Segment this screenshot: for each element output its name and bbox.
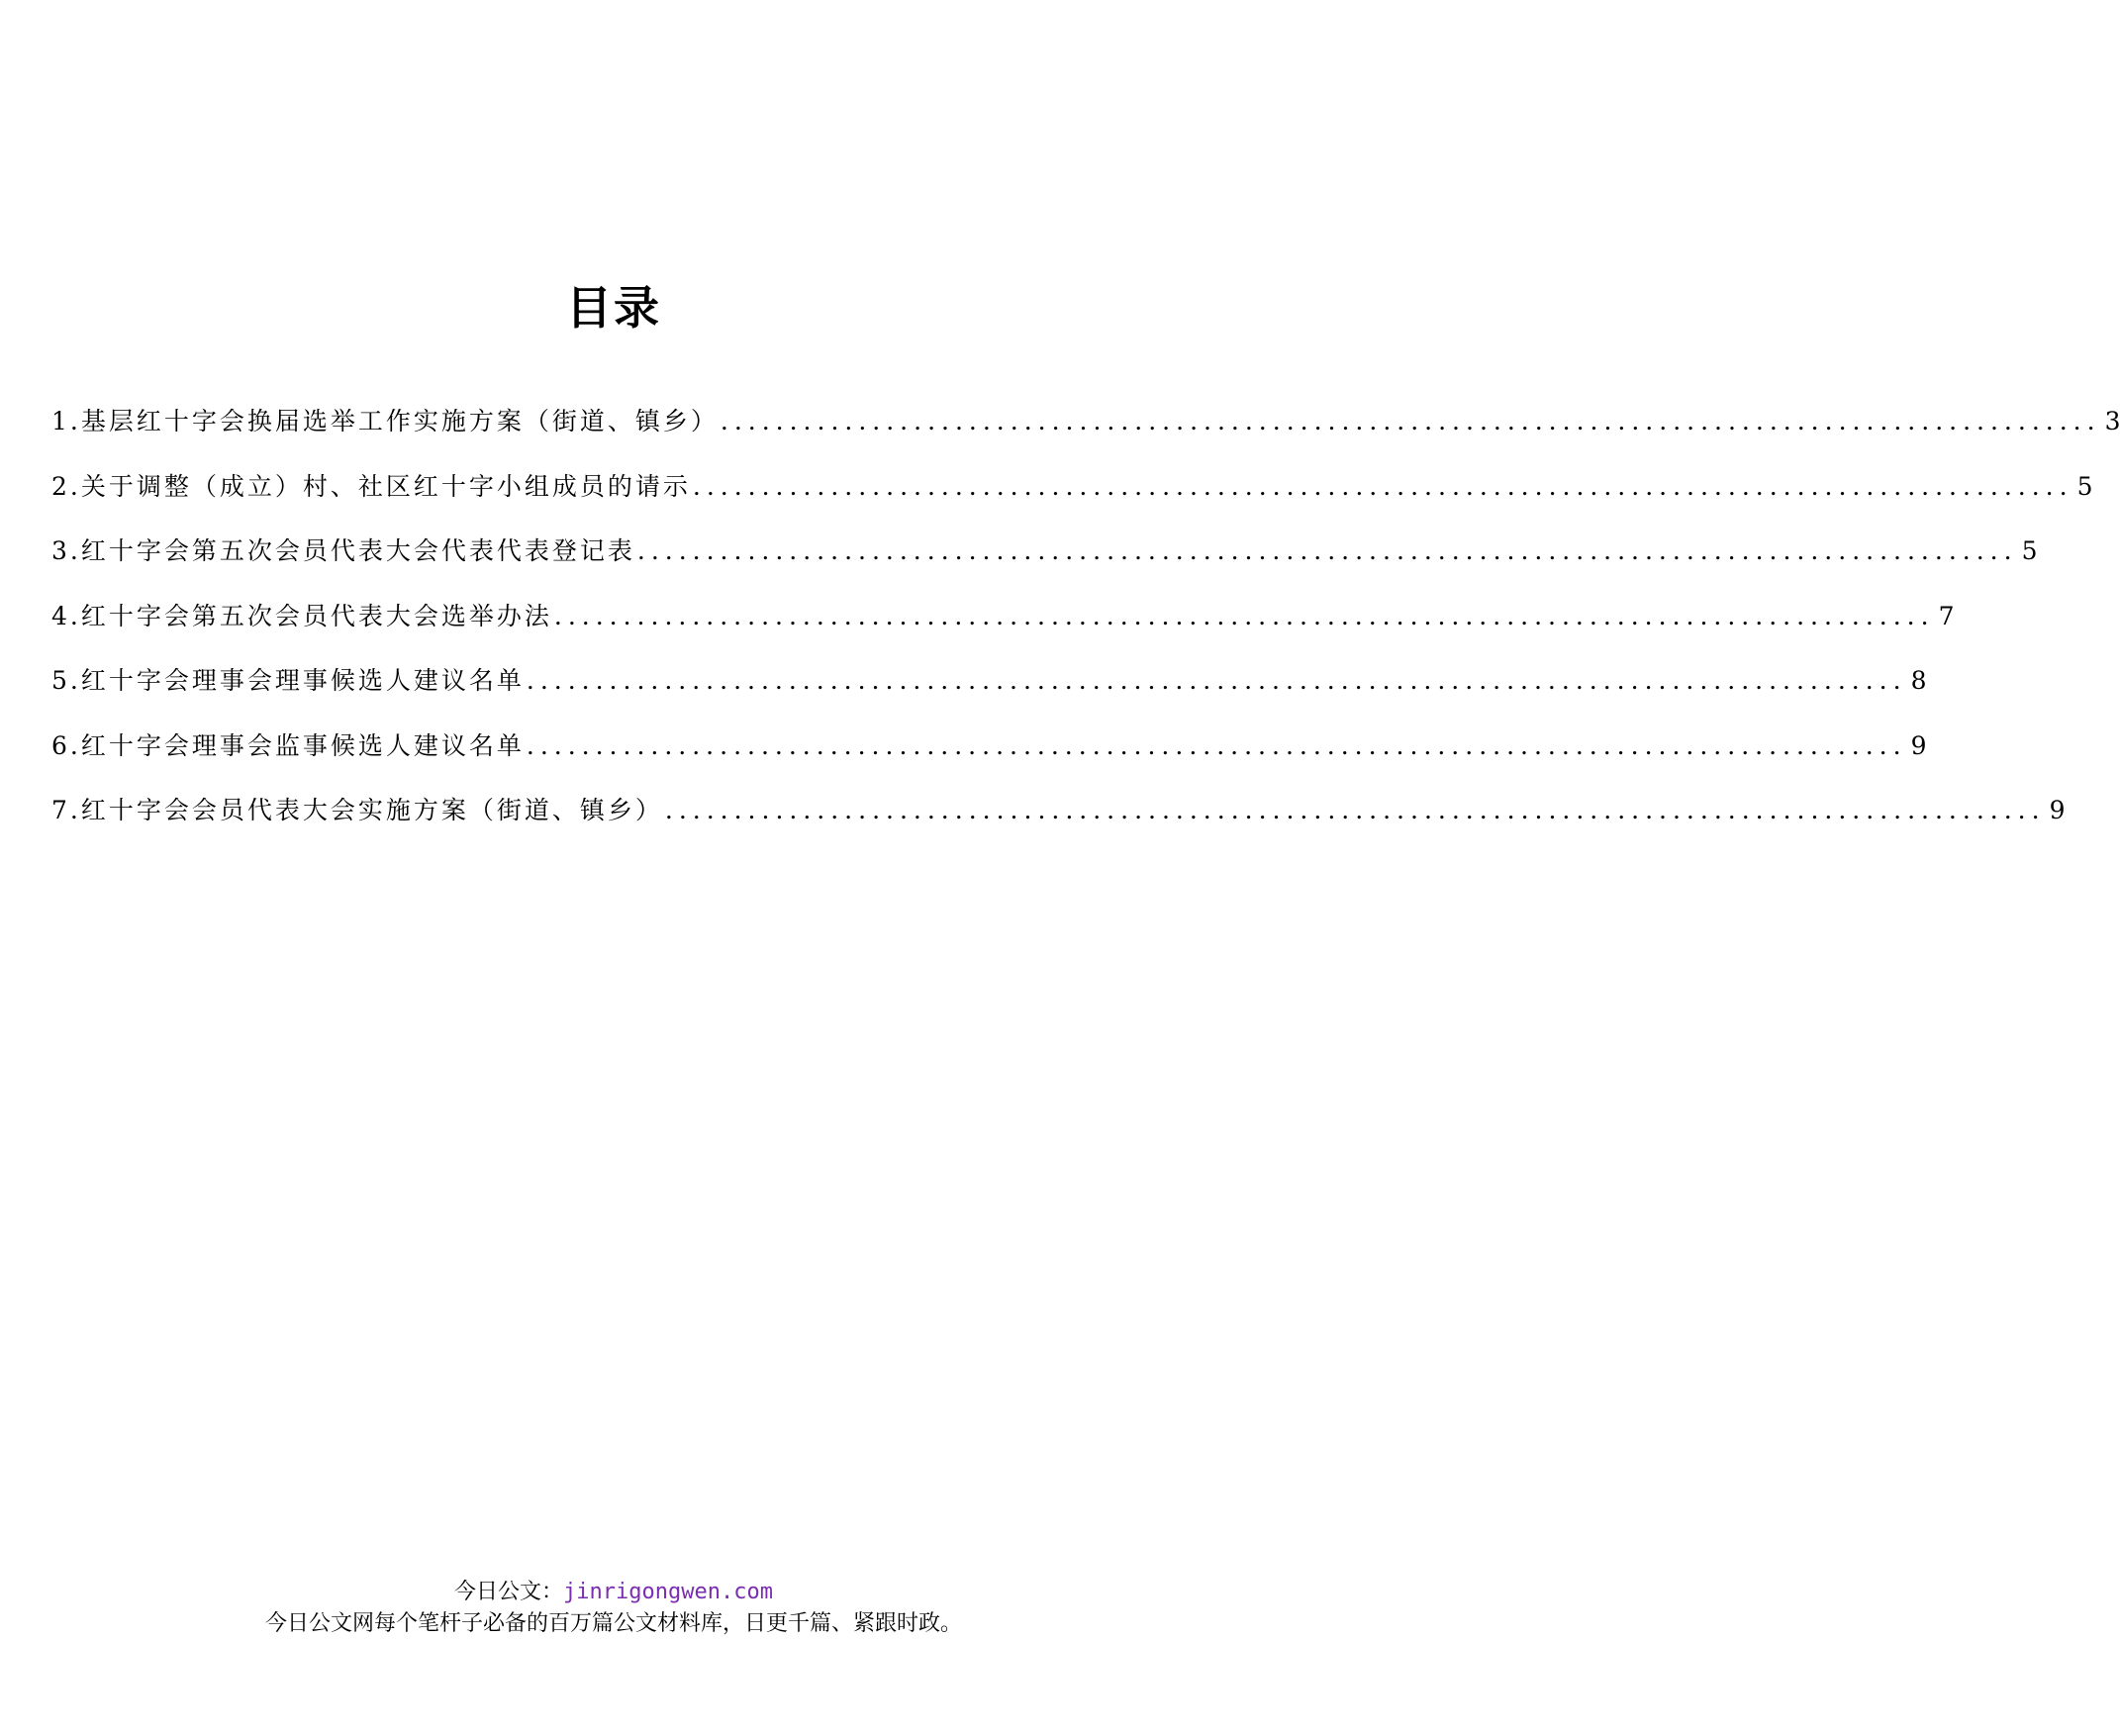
- toc-dot-leader: ....................................................................................................: [692, 471, 2073, 501]
- table-of-contents: [51, 402, 2120, 856]
- page-title: 目录: [566, 281, 661, 335]
- toc-entry-4[interactable]: [51, 597, 1955, 662]
- toc-entry-page: 9: [2049, 796, 2066, 824]
- toc-entry-page: 5: [2076, 471, 2093, 501]
- toc-entry-page: 3: [2104, 407, 2120, 435]
- toc-dot-leader: ....................................................................................................: [526, 730, 1907, 760]
- footer-slogan: 今日公文网每个笔杆子必备的百万篇公文材料库，日更千篇、紧跟时政。: [264, 1611, 962, 1636]
- toc-entry-page: 9: [1910, 730, 1927, 760]
- toc-entry-page: 8: [1910, 666, 1927, 695]
- toc-entry-title: 红十字会第五次会员代表大会选举办法: [80, 601, 552, 630]
- toc-dot-leader: ....................................................................................................: [664, 796, 2046, 824]
- toc-entry-6[interactable]: [51, 726, 1927, 792]
- toc-entry-title: 红十字会理事会监事候选人建议名单: [80, 730, 525, 760]
- toc-entry-1[interactable]: [51, 402, 2120, 467]
- toc-entry-title: 红十字会会员代表大会实施方案（街道、镇乡）: [80, 796, 663, 824]
- toc-entry-5[interactable]: [51, 661, 1927, 726]
- toc-entry-number: 7.: [51, 796, 81, 824]
- toc-entry-number: 2.: [51, 471, 81, 501]
- toc-entry-number: 4.: [51, 601, 81, 630]
- toc-entry-number: 6.: [51, 730, 81, 760]
- toc-entry-number: 3.: [51, 536, 81, 565]
- toc-entry-number: 1.: [51, 407, 81, 435]
- toc-dot-leader: ....................................................................................................: [553, 601, 1935, 630]
- toc-entry-2[interactable]: [51, 467, 2093, 532]
- toc-entry-page: 5: [2021, 536, 2038, 565]
- toc-entry-number: 5.: [51, 666, 81, 695]
- toc-entry-page: 7: [1938, 601, 1955, 630]
- toc-dot-leader: ....................................................................................................: [720, 407, 2101, 435]
- toc-entry-title: 关于调整（成立）村、社区红十字小组成员的请示: [80, 471, 691, 501]
- footer-site-line: [0, 1578, 1227, 1607]
- footer-site-label: 今日公文：: [454, 1580, 564, 1604]
- toc-entry-3[interactable]: [51, 531, 2038, 597]
- toc-entry-7[interactable]: [51, 791, 2066, 856]
- toc-entry-title: 红十字会理事会理事候选人建议名单: [80, 666, 525, 695]
- toc-entry-title: 红十字会第五次会员代表大会代表代表登记表: [80, 536, 635, 565]
- footer-site-link[interactable]: jinrigongwen.com: [563, 1580, 773, 1604]
- toc-dot-leader: ....................................................................................................: [526, 666, 1907, 695]
- toc-entry-title: 基层红十字会换届选举工作实施方案（街道、镇乡）: [80, 407, 719, 435]
- toc-dot-leader: ....................................................................................................: [636, 536, 2018, 565]
